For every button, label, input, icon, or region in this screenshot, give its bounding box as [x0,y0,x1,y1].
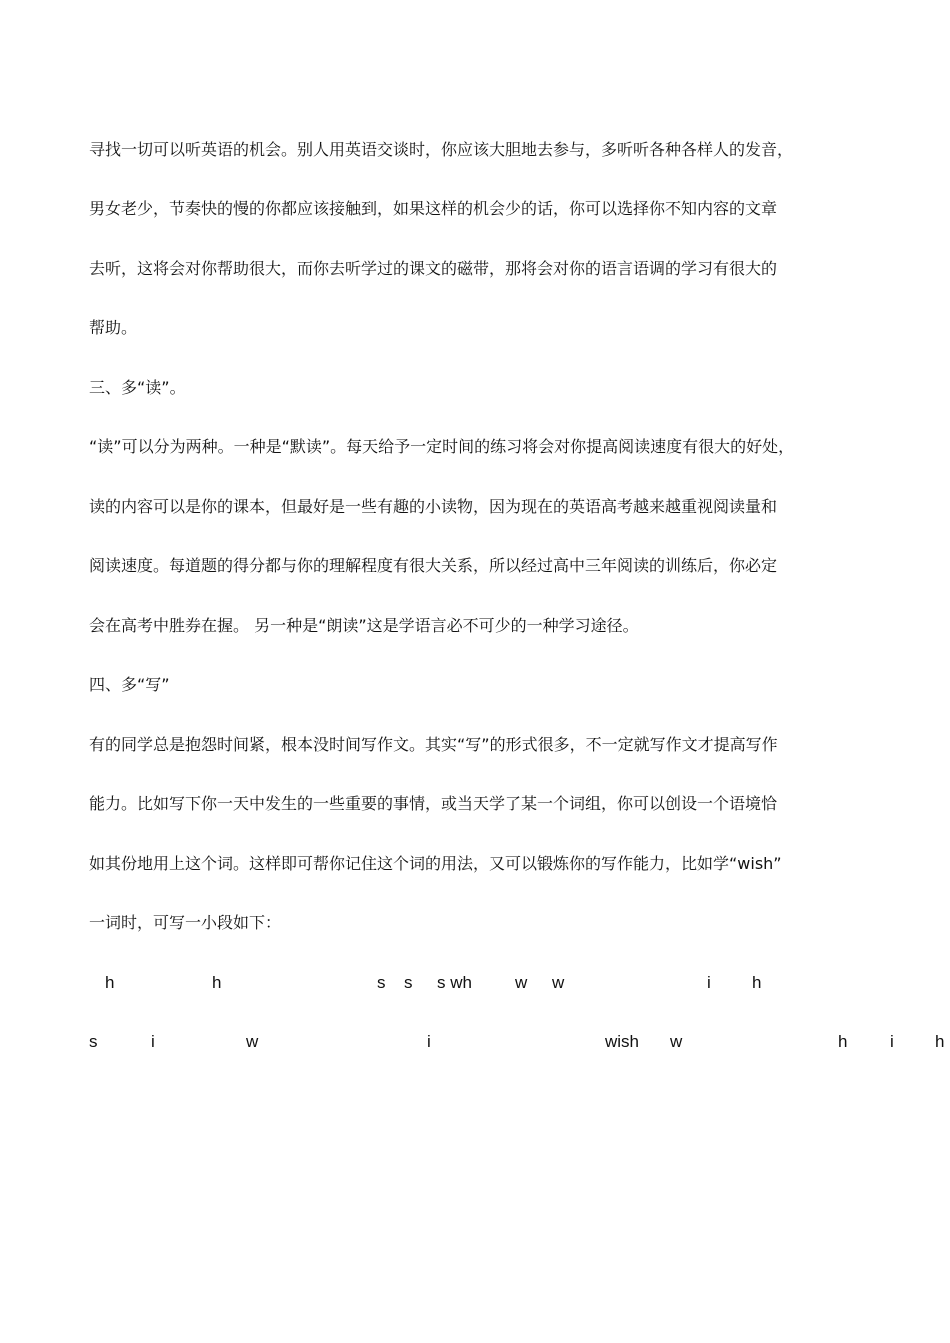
text-fragment: h [212,973,222,992]
paragraph-line: 男女老少，节奏快的慢的你都应该接触到，如果这样的机会少的话，你可以选择你不知内容的文章 [89,199,778,218]
text-fragment: h [935,1032,945,1051]
paragraph-line: “读”可以分为两种。一种是“默读”。每天给予一定时间的练习将会对你提高阅读速度有很大的好处， [89,437,795,456]
paragraph-line: 去听，这将会对你帮助很大，而你去听学过的课文的磁带，那将会对你的语言语调的学习有很大的 [89,259,778,278]
text-fragment: s wh [437,973,472,992]
text-fragment: s [404,973,413,992]
text-fragment: i [890,1032,894,1051]
text-fragment: wish [605,1032,640,1051]
text-fragment: w [246,1032,259,1051]
text-fragment: w [670,1032,683,1051]
text-fragment: w [552,973,565,992]
section-heading-write: 四、多“写” [89,675,170,694]
text-fragment: i [151,1032,155,1051]
paragraph-line: 寻找一切可以听英语的机会。别人用英语交谈时，你应该大胆地去参与，多听听各种各样人的发音， [89,140,794,159]
paragraph-line: 有的同学总是抱怨时间紧，根本没时间写作文。其实“写”的形式很多，不一定就写作文才提高写作 [89,735,778,754]
text-fragment: i [707,973,711,992]
paragraph-line: 读的内容可以是你的课本，但最好是一些有趣的小读物，因为现在的英语高考越来越重视阅读量和 [89,497,778,516]
paragraph-line: 阅读速度。每道题的得分都与你的理解程度有很大关系，所以经过高中三年阅读的训练后，你必定 [89,556,778,575]
text-fragment: h [752,973,762,992]
paragraph-line: 能力。比如写下你一天中发生的一些重要的事情，或当天学了某一个词组，你可以创设一个语境恰 [89,794,778,813]
paragraph-line: 会在高考中胜券在握。 另一种是“朗读”这是学语言必不可少的一种学习途径。 [89,616,639,635]
paragraph-line: 帮助。 [89,318,138,337]
text-fragment: w [515,973,528,992]
text-fragment: i [427,1032,431,1051]
text-fragment: s [377,973,386,992]
text-fragment: h [838,1032,848,1051]
section-heading-read: 三、多“读”。 [89,378,186,397]
paragraph-line: 一词时，可写一小段如下： [89,913,282,932]
paragraph-line: 如其份地用上这个词。这样即可帮你记住这个词的用法，又可以锻炼你的写作能力，比如学“wish” [89,854,782,873]
text-fragment: h [105,973,115,992]
text-fragment: s [89,1032,98,1051]
